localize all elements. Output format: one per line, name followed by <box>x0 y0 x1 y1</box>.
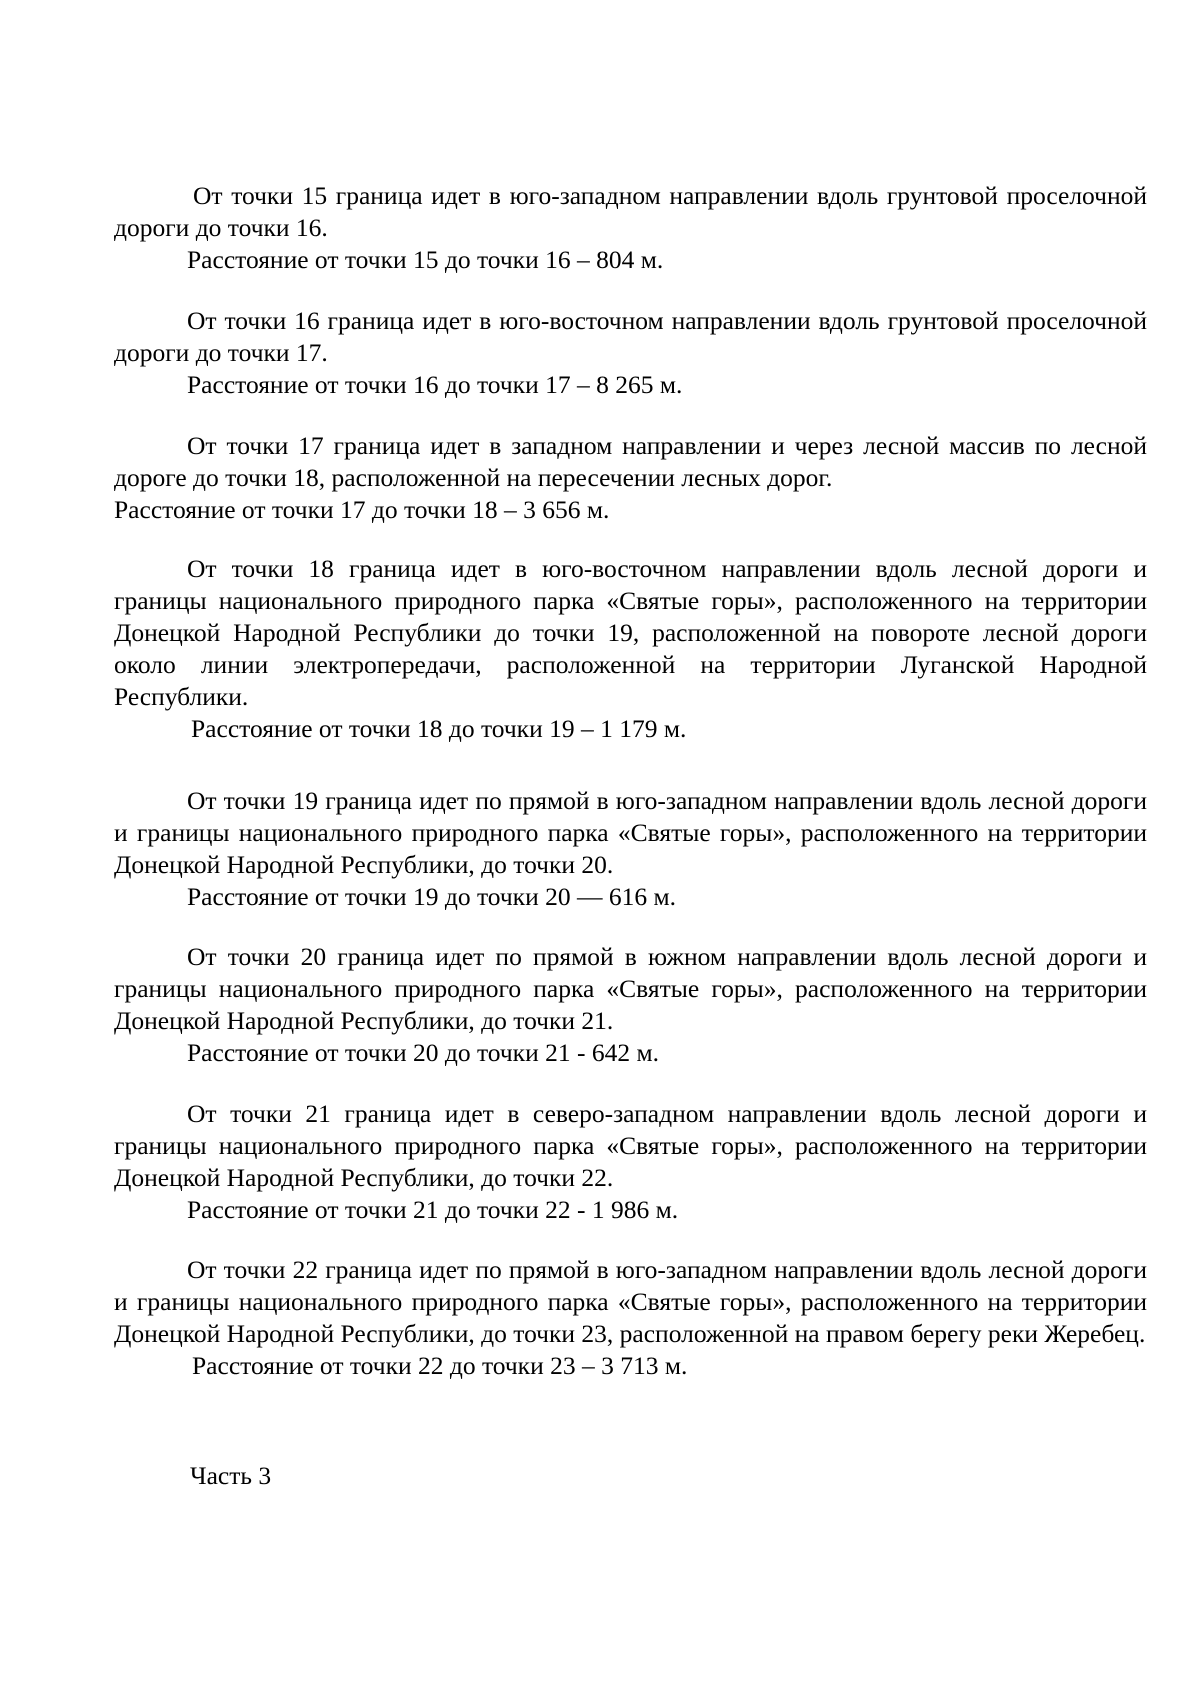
section-distance: Расстояние от точки 22 до точки 23 – 3 713 м. <box>192 1351 688 1380</box>
boundary-section-19-20 <box>114 785 1147 913</box>
section-paragraph: От точки 15 граница идет в юго-западном направлении вдоль грунтовой проселочной дороги до точки 16. <box>114 181 1147 242</box>
part-heading: Часть 3 <box>190 1461 272 1490</box>
boundary-section-20-21 <box>114 941 1147 1069</box>
section-distance: Расстояние от точки 16 до точки 17 – 8 265 м. <box>187 370 683 399</box>
boundary-section-21-22 <box>114 1098 1147 1226</box>
section-paragraph: От точки 16 граница идет в юго-восточном направлении вдоль грунтовой проселочной дороги до точки 17. <box>114 306 1147 367</box>
section-distance: Расстояние от точки 17 до точки 18 – 3 656 м. <box>114 495 610 524</box>
section-distance: Расстояние от точки 20 до точки 21 - 642 м. <box>187 1038 659 1067</box>
section-distance: Расстояние от точки 21 до точки 22 - 1 986 м. <box>187 1195 679 1224</box>
boundary-section-15-16 <box>114 180 1147 276</box>
section-paragraph: От точки 19 граница идет по прямой в юго-западном направлении вдоль лесной дороги и границы национального природного парка «Святые горы», расположенного на территории Донецкой Народной Республики, до точки 20. <box>114 786 1147 879</box>
section-paragraph: От точки 21 граница идет в северо-западном направлении вдоль лесной дороги и границы национального природного парка «Святые горы», расположенного на территории Донецкой Народной Республики, до точки 22. <box>114 1099 1147 1192</box>
section-paragraph: От точки 20 граница идет по прямой в южном направлении вдоль лесной дороги и границы национального природного парка «Святые горы», расположенного на территории Донецкой Народной Республики, до точки 21. <box>114 942 1147 1035</box>
boundary-section-17-18 <box>114 430 1147 526</box>
section-paragraph: От точки 22 граница идет по прямой в юго-западном направлении вдоль лесной дороги и границы национального природного парка «Святые горы», расположенного на территории Донецкой Народной Республики, до точки 23, расположенной на правом берегу реки Жеребец. <box>114 1255 1147 1348</box>
section-distance: Расстояние от точки 18 до точки 19 – 1 179 м. <box>191 714 687 743</box>
boundary-section-22-23 <box>114 1254 1147 1382</box>
section-paragraph: От точки 17 граница идет в западном направлении и через лесной массив по лесной дороге до точки 18, расположенной на пересечении лесных дорог. <box>114 431 1147 492</box>
section-distance: Расстояние от точки 15 до точки 16 – 804 м. <box>187 245 664 274</box>
section-distance: Расстояние от точки 19 до точки 20 — 616 м. <box>187 882 676 911</box>
boundary-section-18-19 <box>114 553 1147 745</box>
section-paragraph: От точки 18 граница идет в юго-восточном направлении вдоль лесной дороги и границы национального природного парка «Святые горы», расположенного на территории Донецкой Народной Республики до точки 19, расположенной на повороте лесной дороги около линии электропередачи, расположенной на территории Луганской Народной Республики. <box>114 554 1147 711</box>
boundary-section-16-17 <box>114 305 1147 401</box>
